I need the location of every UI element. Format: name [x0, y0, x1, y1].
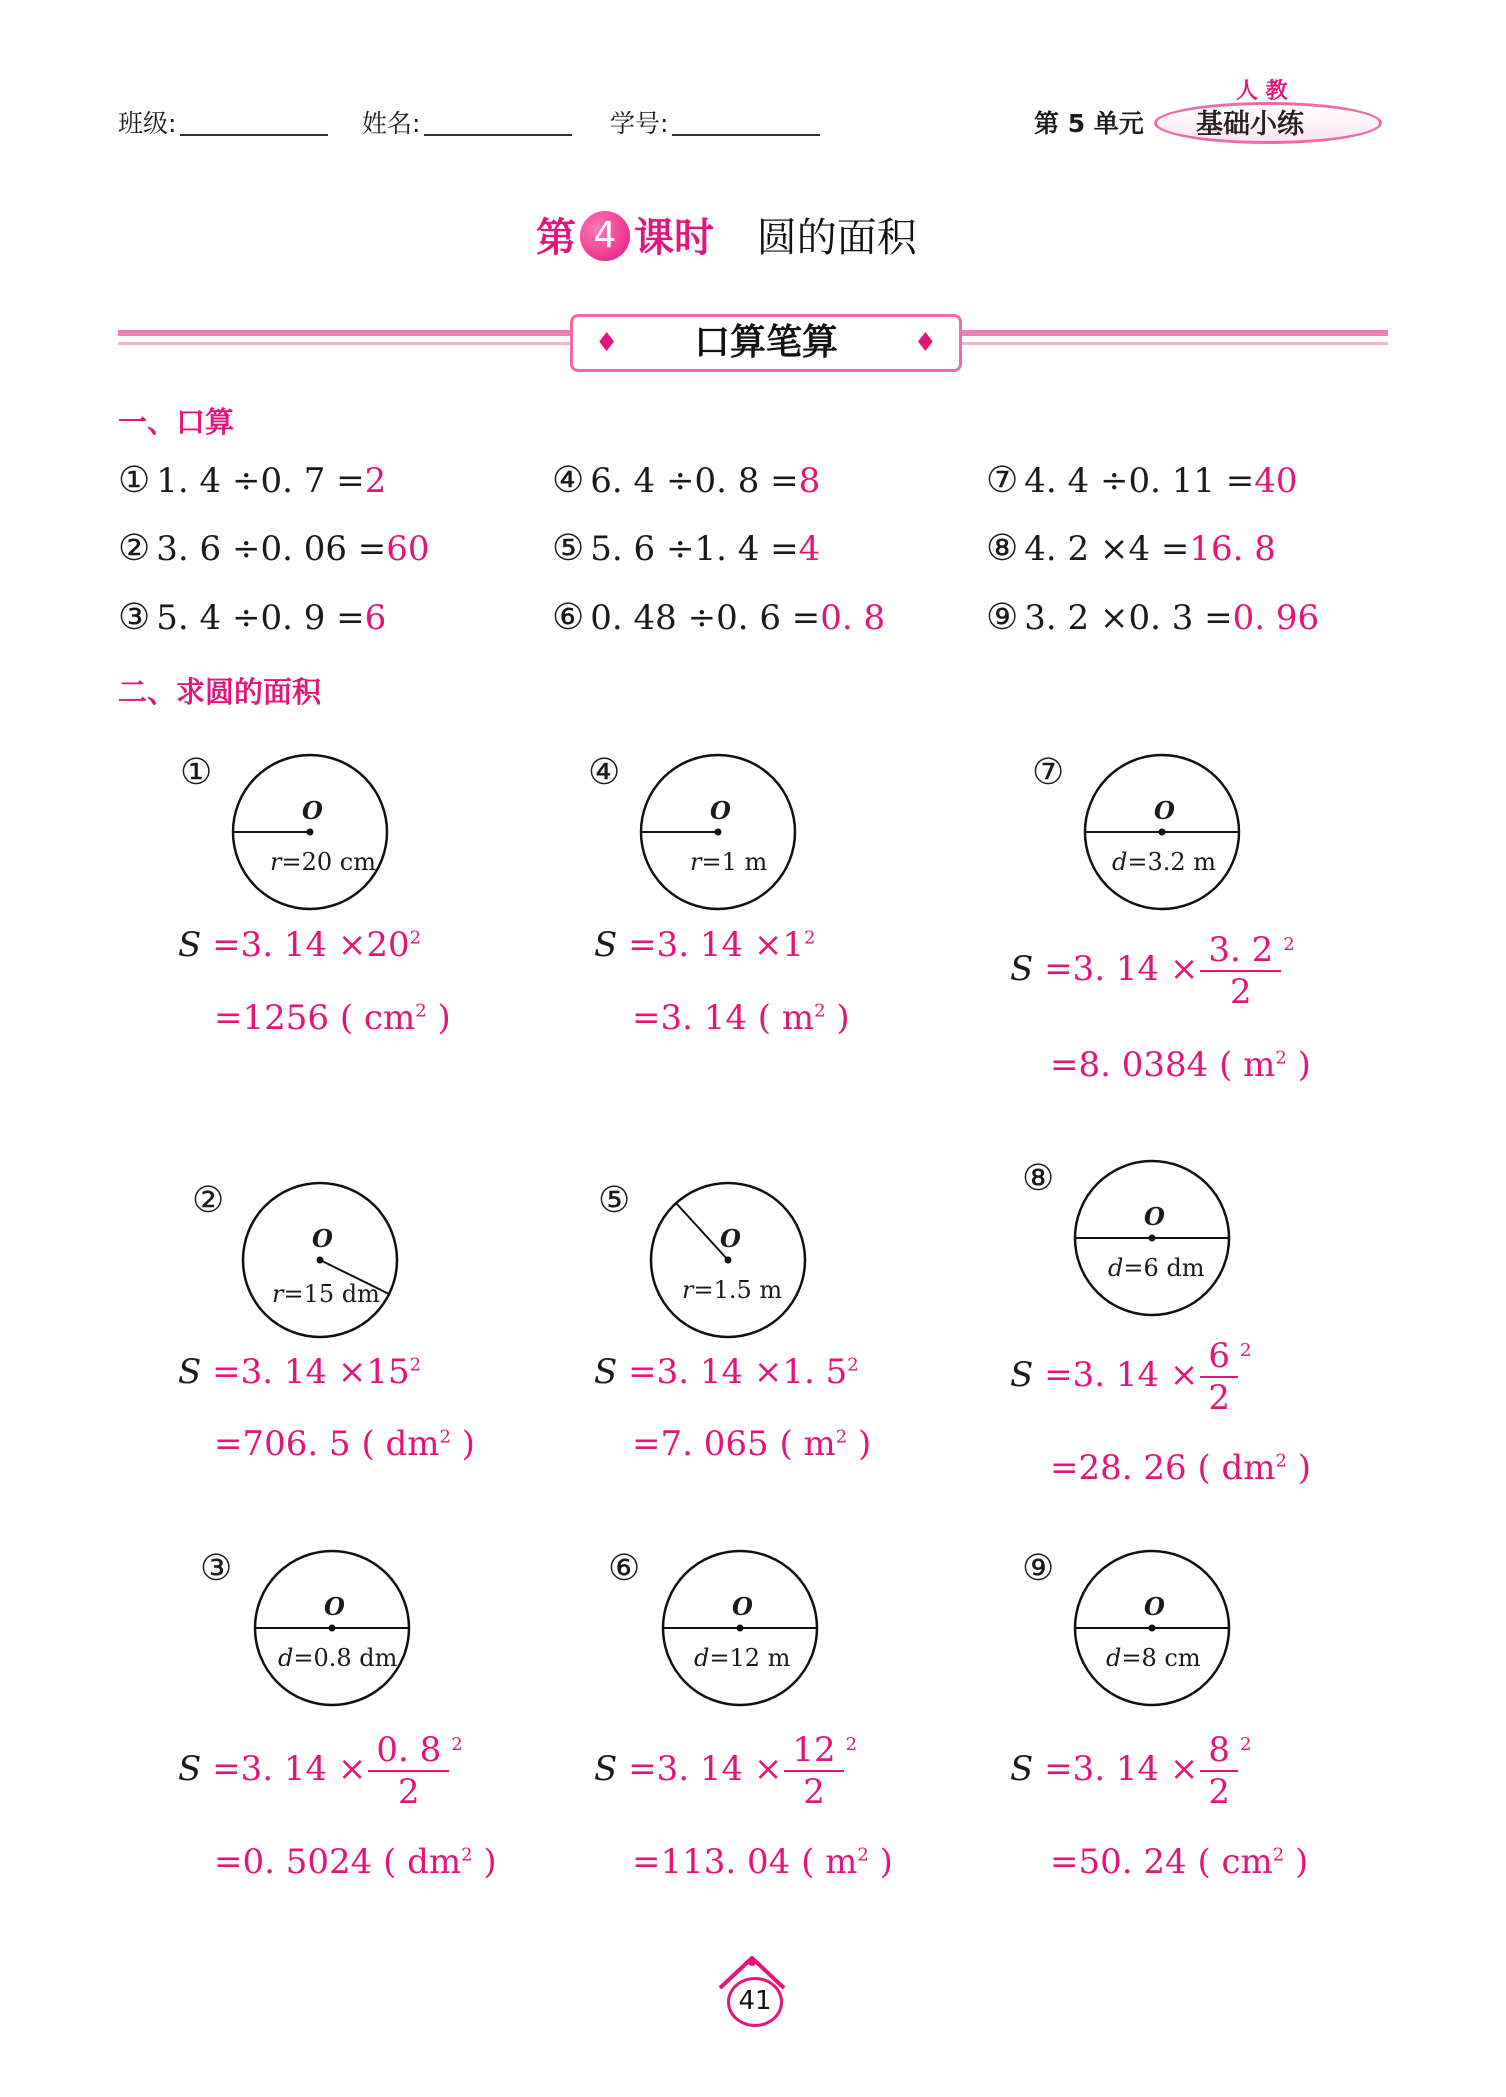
circle-svg	[240, 1180, 400, 1340]
oral-item	[552, 528, 820, 569]
area-symbol: S	[594, 1749, 618, 1789]
oral-answer: 4	[798, 529, 821, 569]
section1-title: 一、口算	[118, 405, 235, 439]
oral-answer: 0. 96	[1232, 598, 1320, 638]
class-field	[118, 104, 328, 140]
formula-line2	[632, 1842, 893, 1882]
section2-title: 二、求圆的面积	[118, 675, 322, 709]
item-number: ②	[192, 1180, 225, 1221]
brand-top: 人 教	[1236, 79, 1288, 104]
item-number: ⑥	[552, 597, 585, 638]
diamond-icon: ♦	[595, 328, 619, 358]
exponent: 2	[804, 927, 816, 949]
center-dot	[1149, 1235, 1156, 1242]
area-symbol: S	[178, 1749, 202, 1789]
measure-var: r	[690, 848, 702, 876]
measure-label	[1112, 848, 1216, 876]
denominator: 2	[1230, 972, 1252, 1012]
measure-label	[690, 848, 767, 876]
exponent: 2	[1240, 1340, 1252, 1361]
unit-exponent: 2	[835, 1426, 848, 1448]
formula-expr: =3. 14 ×	[1044, 949, 1199, 989]
center-dot	[329, 1625, 336, 1632]
oral-expr: 0. 48 ÷0. 6 =	[590, 598, 821, 638]
circle-figure	[660, 1548, 820, 1708]
unit-exponent: 2	[1275, 1450, 1287, 1472]
exponent: 2	[1240, 1734, 1252, 1755]
item-number: ⑥	[608, 1548, 641, 1589]
formula-line2	[1050, 1448, 1311, 1488]
result-close: )	[868, 1842, 893, 1882]
numerator: 6	[1200, 1336, 1238, 1378]
item-number: ⑦	[1032, 752, 1065, 793]
area-symbol: S	[1010, 1355, 1034, 1395]
center-dot	[725, 1257, 732, 1264]
result: =1256 ( cm	[214, 998, 416, 1038]
measure-value: =1 m	[701, 848, 768, 876]
exponent: 2	[847, 1354, 859, 1376]
result: =113. 04 ( m	[632, 1842, 858, 1882]
center-label: O	[1144, 1592, 1165, 1621]
name-blank[interactable]	[424, 134, 572, 136]
oral-expr: 4. 4 ÷0. 11 =	[1024, 461, 1255, 501]
band-label: 口算笔算	[693, 322, 838, 363]
result: =28. 26 ( dm	[1050, 1448, 1276, 1488]
result: =50. 24 ( cm	[1050, 1842, 1273, 1882]
numerator: 0. 8	[368, 1730, 449, 1772]
measure-label	[270, 848, 376, 876]
formula-expr: =3. 14 ×	[1044, 1749, 1199, 1789]
item-number: ⑨	[986, 597, 1019, 638]
result-close: )	[450, 1424, 476, 1464]
formula-expr: =3. 14 ×15	[212, 1352, 410, 1392]
measure-label	[272, 1280, 380, 1308]
fraction	[368, 1730, 449, 1812]
circle-figure	[1072, 1548, 1232, 1708]
center-dot	[1149, 1625, 1156, 1632]
center-dot	[737, 1625, 744, 1632]
exponent: 2	[1283, 934, 1295, 955]
name-field	[362, 104, 572, 140]
item-number: ③	[200, 1548, 233, 1589]
center-label: O	[1154, 796, 1175, 825]
item-number: ⑤	[598, 1180, 631, 1221]
item-number: ⑧	[1022, 1158, 1055, 1199]
measure-var: r	[272, 1280, 284, 1308]
numerator: 3. 2	[1200, 930, 1281, 972]
unit-label: 第 5 单元	[1034, 109, 1144, 138]
unit-exponent: 2	[461, 1844, 473, 1866]
name-label: 姓名:	[362, 109, 421, 138]
result: =0. 5024 ( dm	[214, 1842, 462, 1882]
circle-svg	[1082, 752, 1242, 912]
formula-line1	[594, 1352, 859, 1392]
oral-item	[118, 528, 430, 569]
class-label: 班级:	[118, 109, 177, 138]
denominator: 2	[398, 1772, 420, 1812]
circle-figure	[240, 1180, 400, 1340]
measure-value: =8 cm	[1121, 1644, 1201, 1672]
formula-line1	[1010, 1336, 1252, 1418]
oral-answer: 6	[364, 598, 387, 638]
circle-svg	[660, 1548, 820, 1708]
result-close: )	[1286, 1448, 1312, 1488]
exponent: 2	[451, 1734, 463, 1755]
class-blank[interactable]	[180, 134, 328, 136]
measure-var: d	[1112, 848, 1128, 876]
formula-expr: =3. 14 ×	[628, 1749, 783, 1789]
item-number: ⑤	[552, 528, 585, 569]
center-dot	[307, 829, 314, 836]
result-close: )	[1284, 1842, 1309, 1882]
unit-exponent: 2	[1272, 1844, 1285, 1866]
measure-value: =6 dm	[1123, 1254, 1205, 1282]
area-symbol: S	[178, 925, 202, 965]
oral-item	[118, 597, 386, 638]
result-close: )	[847, 1424, 872, 1464]
center-label: O	[720, 1224, 741, 1253]
result-close: )	[472, 1842, 497, 1882]
result-close: )	[825, 998, 850, 1038]
circle-svg	[1072, 1158, 1232, 1318]
circle-figure	[252, 1548, 412, 1708]
formula-line1	[178, 1730, 463, 1812]
brand-name: 基础小练	[1196, 109, 1304, 140]
title-prefix: 第	[536, 215, 576, 261]
item-number: ④	[552, 460, 585, 501]
center-label: O	[1144, 1202, 1165, 1231]
center-dot	[317, 1257, 324, 1264]
formula-expr: =3. 14 ×1. 5	[628, 1352, 848, 1392]
exponent: 2	[409, 927, 422, 949]
unit-exponent: 2	[415, 1000, 427, 1022]
measure-var: d	[1108, 1254, 1124, 1282]
formula-line1	[178, 1352, 421, 1392]
formula-expr: =3. 14 ×20	[212, 925, 410, 965]
unit-exponent: 2	[1275, 1047, 1287, 1069]
measure-value: =0.8 dm	[293, 1644, 398, 1672]
page-number: 41	[727, 1977, 783, 2027]
formula-line1	[1010, 1730, 1252, 1812]
measure-value: =20 cm	[281, 848, 376, 876]
diamond-icon: ♦	[913, 328, 937, 358]
formula-line1	[178, 925, 421, 965]
circle-figure	[1072, 1158, 1232, 1318]
item-number: ③	[118, 597, 151, 638]
area-symbol: S	[594, 925, 618, 965]
formula-expr: =3. 14 ×	[212, 1749, 367, 1789]
area-symbol: S	[1010, 949, 1034, 989]
center-label: O	[312, 1224, 333, 1253]
oral-expr: 1. 4 ÷0. 7 =	[156, 461, 365, 501]
oral-expr: 5. 6 ÷1. 4 =	[590, 529, 799, 569]
measure-label	[682, 1276, 782, 1304]
circle-figure	[648, 1180, 808, 1340]
formula-line2	[632, 998, 850, 1038]
fraction	[784, 1730, 843, 1812]
formula-line2	[632, 1424, 871, 1464]
formula-expr: =3. 14 ×1	[628, 925, 805, 965]
oral-answer: 2	[364, 461, 387, 501]
fraction	[1200, 930, 1281, 1012]
oral-answer: 16. 8	[1189, 529, 1276, 569]
circle-figure	[230, 752, 390, 912]
oral-answer: 0. 8	[820, 598, 886, 638]
formula-line2	[214, 1842, 497, 1882]
center-dot	[715, 829, 722, 836]
item-number: ⑦	[986, 460, 1019, 501]
exponent: 2	[409, 1354, 422, 1376]
oral-item	[118, 460, 386, 501]
center-label: O	[302, 796, 323, 825]
measure-value: =3.2 m	[1127, 848, 1217, 876]
item-number: ①	[180, 752, 213, 793]
measure-value: =1.5 m	[693, 1276, 783, 1304]
oral-expr: 3. 6 ÷0. 06 =	[156, 529, 387, 569]
section-band	[570, 314, 962, 372]
area-symbol: S	[594, 1352, 618, 1392]
item-number: ④	[588, 752, 621, 793]
oral-answer: 40	[1254, 461, 1298, 501]
result-close: )	[426, 998, 451, 1038]
id-label: 学号:	[610, 109, 669, 138]
formula-line1	[1010, 930, 1295, 1012]
oral-answer: 60	[386, 529, 430, 569]
formula-line1	[594, 925, 816, 965]
oral-expr: 4. 2 ×4 =	[1024, 529, 1190, 569]
oral-item	[552, 460, 820, 501]
denominator: 2	[1208, 1378, 1231, 1418]
result-close: )	[1286, 1045, 1311, 1085]
center-dot	[1159, 829, 1166, 836]
title-topic: 圆的面积	[756, 215, 917, 261]
formula-line1	[594, 1730, 857, 1812]
denominator: 2	[803, 1772, 825, 1812]
center-label: O	[710, 796, 731, 825]
measure-label	[1108, 1254, 1205, 1282]
denominator: 2	[1208, 1772, 1231, 1812]
exponent: 2	[845, 1734, 858, 1755]
area-symbol: S	[1010, 1749, 1034, 1789]
id-blank[interactable]	[672, 134, 820, 136]
circle-figure	[638, 752, 798, 912]
result: =8. 0384 ( m	[1050, 1045, 1276, 1085]
item-number: ⑧	[986, 528, 1019, 569]
item-number: ①	[118, 460, 151, 501]
measure-var: d	[694, 1644, 710, 1672]
oral-item	[986, 597, 1319, 638]
unit-exponent: 2	[814, 1000, 826, 1022]
formula-line2	[214, 998, 451, 1038]
measure-value: =15 dm	[283, 1280, 380, 1308]
formula-line2	[1050, 1045, 1311, 1085]
result: =3. 14 ( m	[632, 998, 815, 1038]
formula-line2	[214, 1424, 475, 1464]
measure-var: d	[1106, 1644, 1122, 1672]
oral-expr: 3. 2 ×0. 3 =	[1024, 598, 1233, 638]
oral-expr: 5. 4 ÷0. 9 =	[156, 598, 365, 638]
center-label: O	[732, 1592, 753, 1621]
oral-expr: 6. 4 ÷0. 8 =	[590, 461, 799, 501]
measure-label	[1106, 1644, 1201, 1672]
id-field	[610, 104, 820, 140]
circle-svg	[638, 752, 798, 912]
unit-exponent: 2	[857, 1844, 869, 1866]
oral-answer: 8	[798, 461, 821, 501]
measure-var: r	[270, 848, 282, 876]
item-number: ②	[118, 528, 151, 569]
center-label: O	[324, 1592, 345, 1621]
oral-item	[986, 528, 1276, 569]
numerator: 12	[784, 1730, 843, 1772]
measure-label	[278, 1644, 397, 1672]
measure-label	[694, 1644, 790, 1672]
formula-line2	[1050, 1842, 1308, 1882]
unit-exponent: 2	[439, 1426, 451, 1448]
item-number: ⑨	[1022, 1548, 1055, 1589]
circle-svg	[1072, 1548, 1232, 1708]
title-suffix: 课时	[634, 215, 714, 261]
numerator: 8	[1200, 1730, 1238, 1772]
area-symbol: S	[178, 1352, 202, 1392]
fraction	[1200, 1730, 1238, 1812]
circle-figure	[1082, 752, 1242, 912]
measure-var: r	[682, 1276, 694, 1304]
page-title	[536, 206, 917, 263]
circle-svg	[648, 1180, 808, 1340]
fraction	[1200, 1336, 1238, 1418]
measure-value: =12 m	[709, 1644, 791, 1672]
lesson-number-badge: 4	[580, 211, 630, 261]
circle-svg	[230, 752, 390, 912]
result: =7. 065 ( m	[632, 1424, 836, 1464]
result: =706. 5 ( dm	[214, 1424, 440, 1464]
formula-expr: =3. 14 ×	[1044, 1355, 1199, 1395]
oral-item	[986, 460, 1298, 501]
measure-var: d	[278, 1644, 294, 1672]
oral-item	[552, 597, 885, 638]
circle-svg	[252, 1548, 412, 1708]
